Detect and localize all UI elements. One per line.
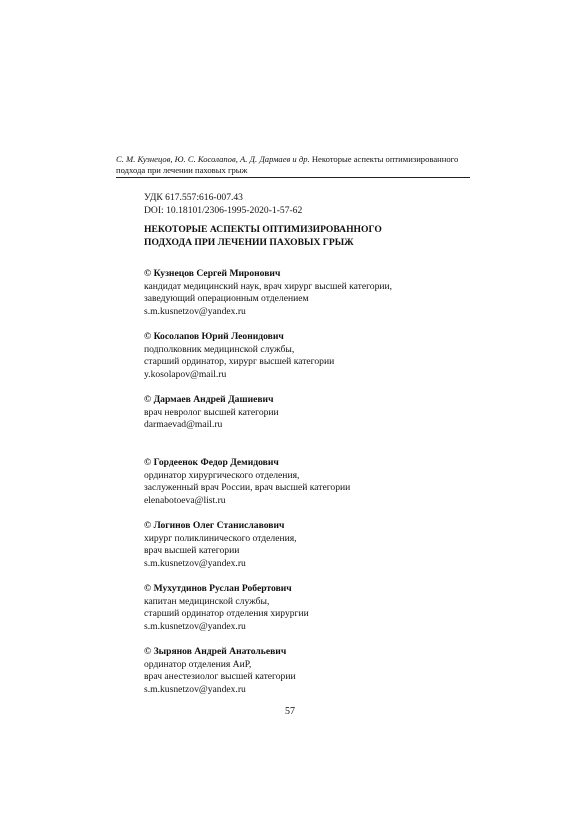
author-position: ординатор отделения АиР, [144,658,252,670]
author-position: заслуженный врач России, врач высшей категории [144,482,351,493]
author-position: подполковник медицинской службы, [144,343,295,355]
author-block [144,331,464,394]
author-block [144,268,464,331]
author-position: ординатор хирургического отделения, [144,469,300,481]
running-header-line-1 [116,154,470,165]
author-block [144,520,464,583]
udc-code: УДК 617.557:616-007.43 [144,192,243,203]
author-block [144,457,464,520]
author-email: s.m.kusnetzov@yandex.ru [144,557,246,569]
author-list [144,268,464,709]
article-title-line-1: НЕКОТОРЫЕ АСПЕКТЫ ОПТИМИЗИРОВАННОГО [144,224,382,235]
running-header-title-part-2: подхода при лечении паховых грыж [116,165,248,175]
author-position: врач невролог высшей категории [144,406,279,418]
author-name: © Косолапов Юрий Леонидович [144,331,284,342]
author-name: © Кузнецов Сергей Миронович [144,268,281,279]
author-email: s.m.kusnetzov@yandex.ru [144,683,246,695]
header-divider [116,177,470,178]
author-name: © Мухутдинов Руслан Робертович [144,583,292,594]
doi: DOI: 10.18101/2306-1995-2020-1-57-62 [144,204,303,216]
author-email: s.m.kusnetzov@yandex.ru [144,305,246,317]
author-position: кандидат медицинский наук, врач хирург высшей категории, [144,280,393,292]
author-name: © Логинов Олег Станиславович [144,520,285,531]
running-header-title-part-1: Некоторые аспекты оптимизированного [311,154,459,164]
author-position: врач высшей категории [144,545,240,556]
author-position: старший ординатор, хирург высшей категории [144,356,335,367]
article-title [144,224,444,249]
running-header [116,154,470,176]
author-position: капитан медицинской службы, [144,595,270,607]
author-email: y.kosolapov@mail.ru [144,368,227,380]
author-email: s.m.kusnetzov@yandex.ru [144,620,246,632]
author-position: заведующий операционным отделением [144,293,309,304]
page-number: 57 [285,706,295,717]
author-block [144,583,464,646]
author-email: elenabotoeva@list.ru [144,494,226,506]
author-name: © Зырянов Андрей Анатольевич [144,646,287,657]
author-position: старший ординатор отделения хирургии [144,608,309,619]
author-position: врач анестезиолог высшей категории [144,671,296,682]
author-position: хирург поликлинического отделения, [144,532,297,544]
author-name: © Дармаев Андрей Дашиевич [144,394,274,405]
author-block [144,646,464,709]
author-email: darmaevad@mail.ru [144,419,223,430]
article-title-line-2: ПОДХОДА ПРИ ЛЕЧЕНИИ ПАХОВЫХ ГРЫЖ [144,236,354,248]
running-header-authors: С. М. Кузнецов, Ю. С. Косолапов, А. Д. Дармаев и др. [116,154,310,164]
author-block [144,394,464,457]
author-name: © Гордеенок Федор Демидович [144,457,279,468]
article-meta [144,192,302,217]
